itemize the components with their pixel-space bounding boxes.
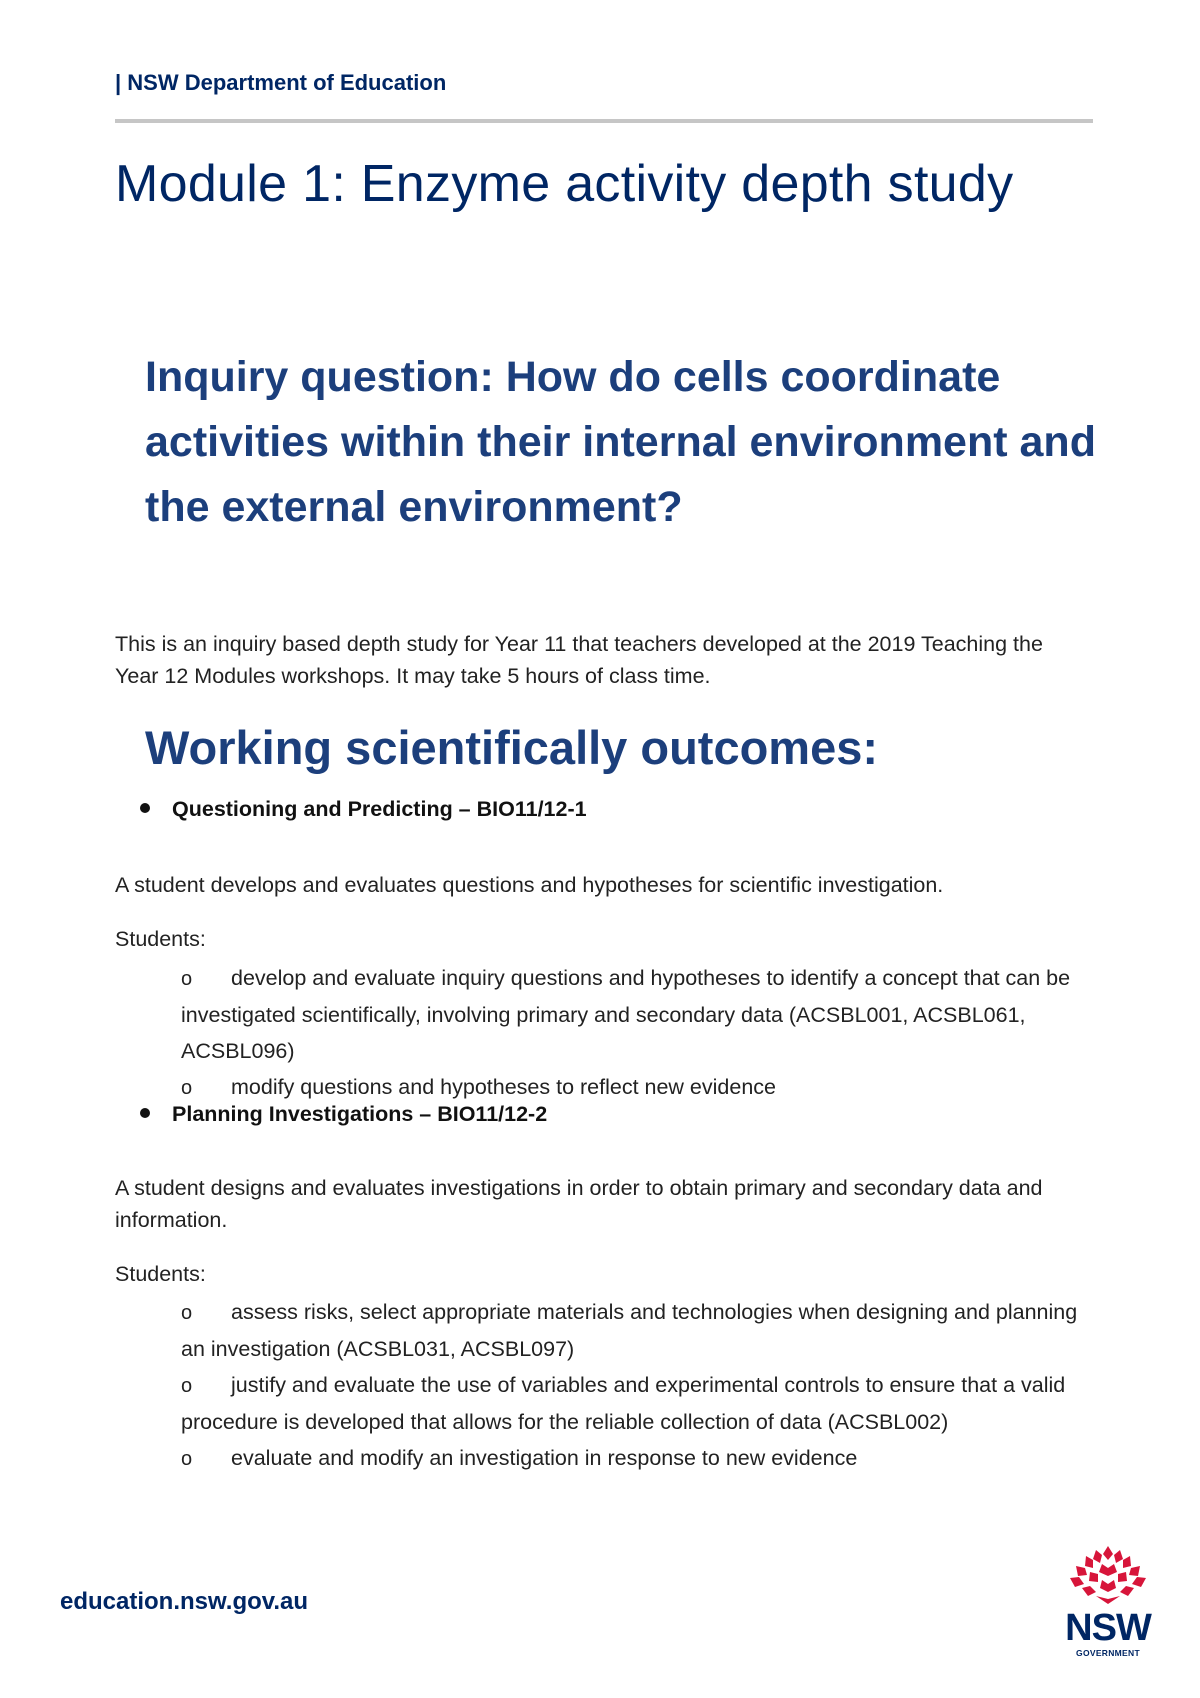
nsw-government-logo (1062, 1542, 1154, 1658)
list-item-text: evaluate and modify an investigation in response to new evidence (231, 1446, 858, 1470)
logo-wordmark: NSW (1065, 1607, 1151, 1649)
list-item (181, 1069, 1101, 1106)
sub-outcome-list (181, 960, 1101, 1106)
outcomes-heading: Working scientifically outcomes: (145, 721, 879, 774)
list-item (181, 1440, 1101, 1477)
intro-paragraph: This is an inquiry based depth study for Year 11 that teachers developed at the 2019 Teaching the Year 12 Modules workshops. It may take 5 hours of class time. (115, 632, 1043, 688)
bullet-icon (140, 803, 150, 813)
circle-bullet-icon: o (181, 1375, 193, 1397)
list-item-text: justify and evaluate the use of variables and experimental controls to ensure that a valid procedure is developed that allows for the reliable collection of data (ACSBL002) (181, 1373, 1066, 1434)
students-label: Students: (115, 1262, 206, 1286)
circle-bullet-icon: o (181, 1448, 193, 1470)
outcome-bullet-planning (140, 1102, 547, 1127)
list-item-text: assess risks, select appropriate materials and technologies when designing and planning an investigation (ACSBL031, ACSBL097) (181, 1300, 1078, 1361)
waratah-icon (1062, 1542, 1154, 1608)
logo-subtitle: GOVERNMENT (1076, 1648, 1140, 1658)
outcome-bullet-questioning (140, 797, 587, 822)
circle-bullet-icon: o (181, 968, 193, 990)
inquiry-question-heading: Inquiry question: How do cells coordinate activities within their internal environment and the external environment? (145, 353, 1096, 531)
page-title: Module 1: Enzyme activity depth study (115, 155, 1014, 213)
outcome-title: Questioning and Predicting – BIO11/12-1 (172, 797, 587, 821)
header-divider (115, 119, 1093, 123)
outcome-description: A student develops and evaluates questions and hypotheses for scientific investigation. (115, 873, 944, 897)
bullet-icon (140, 1108, 150, 1118)
list-item (181, 1294, 1101, 1367)
list-item (181, 1367, 1101, 1440)
list-item-text: modify questions and hypotheses to reflect new evidence (231, 1075, 776, 1099)
department-label: | NSW Department of Education (115, 70, 447, 95)
outcome-title: Planning Investigations – BIO11/12-2 (172, 1102, 548, 1126)
circle-bullet-icon: o (181, 1077, 193, 1099)
students-label: Students: (115, 927, 206, 951)
list-item-text: develop and evaluate inquiry questions and hypotheses to identify a concept that can be investigated scientifically, involving primary and secondary data (ACSBL001, ACSBL061, ACSBL096) (181, 966, 1071, 1063)
outcome-description: A student designs and evaluates investigations in order to obtain primary and secondary data and information. (115, 1176, 1043, 1232)
list-item (181, 960, 1101, 1069)
footer-website-link[interactable]: education.nsw.gov.au (60, 1588, 309, 1615)
sub-outcome-list (181, 1294, 1101, 1477)
circle-bullet-icon: o (181, 1302, 193, 1324)
